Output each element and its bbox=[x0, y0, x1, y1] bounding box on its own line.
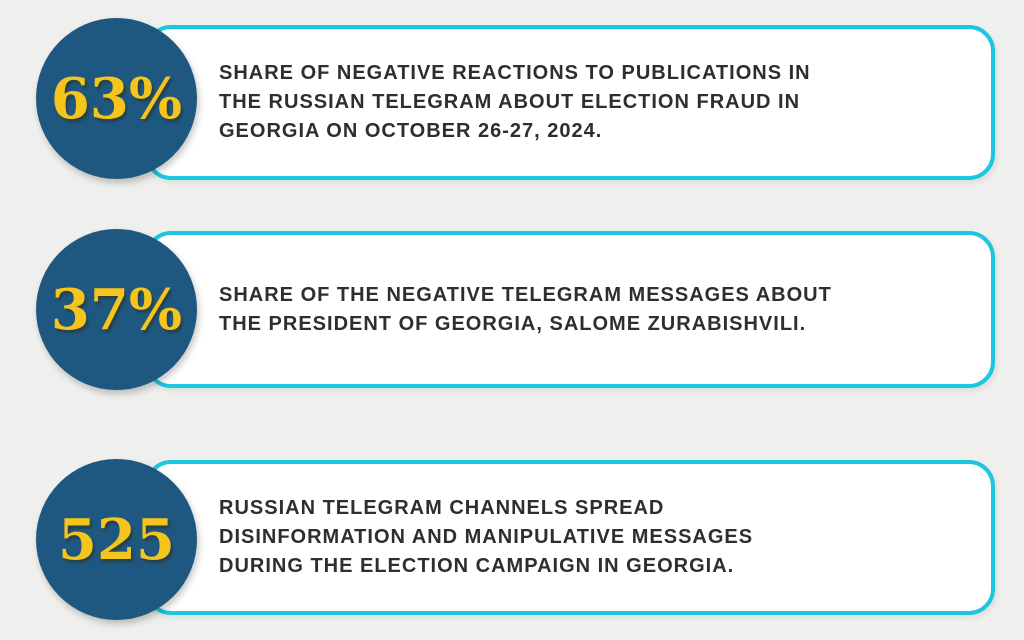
stat-description-line: DURING THE ELECTION CAMPAIGN IN GEORGIA. bbox=[219, 555, 735, 577]
stat-value: 37% bbox=[50, 276, 183, 343]
stat-card-disinformation-channels bbox=[145, 460, 995, 615]
stat-description-line: RUSSIAN TELEGRAM CHANNELS SPREAD bbox=[219, 497, 665, 519]
stat-description-line: DISINFORMATION AND MANIPULATIVE MESSAGES bbox=[219, 526, 754, 548]
stat-circle-badge bbox=[36, 459, 197, 620]
stat-circle-badge bbox=[36, 18, 197, 179]
stat-description-line: THE RUSSIAN TELEGRAM ABOUT ELECTION FRAUD IN bbox=[219, 91, 801, 113]
stat-description bbox=[219, 59, 811, 146]
stat-value: 63% bbox=[50, 65, 183, 132]
stat-description bbox=[219, 281, 832, 339]
stat-description-line: SHARE OF NEGATIVE REACTIONS TO PUBLICATIONS IN bbox=[219, 62, 811, 84]
stat-circle-badge bbox=[36, 229, 197, 390]
stat-description-line: THE PRESIDENT OF GEORGIA, SALOME ZURABISHVILI. bbox=[219, 312, 807, 335]
stat-value: 525 bbox=[58, 506, 175, 573]
stat-card-negative-reactions bbox=[145, 25, 995, 180]
stat-description bbox=[219, 494, 753, 581]
stat-description-line: SHARE OF THE NEGATIVE TELEGRAM MESSAGES ABOUT bbox=[219, 283, 832, 306]
stat-description-line: GEORGIA ON OCTOBER 26-27, 2024. bbox=[219, 120, 603, 142]
stat-card-negative-messages-president bbox=[145, 231, 995, 388]
